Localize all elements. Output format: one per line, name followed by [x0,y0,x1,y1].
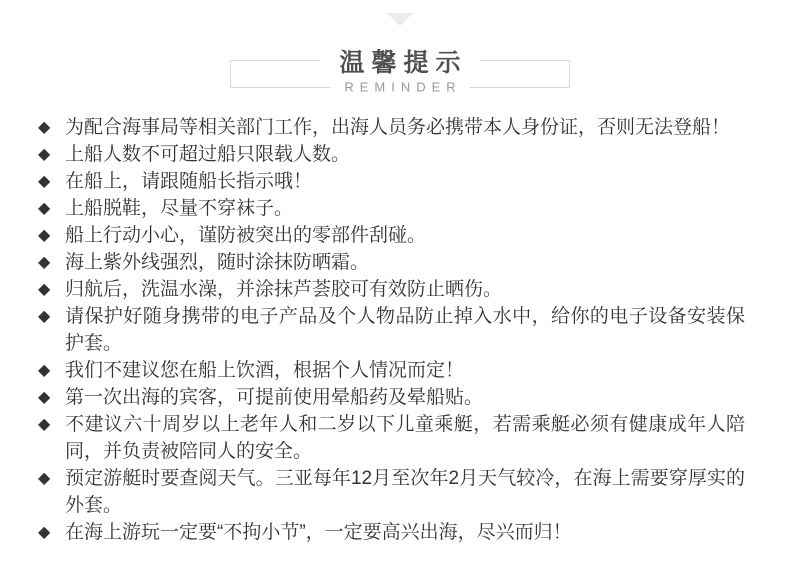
page-subtitle: REMINDER [330,80,469,95]
diamond-bullet-icon: ◆ [38,416,51,433]
diamond-bullet-icon: ◆ [38,389,51,406]
list-item-text: 请保护好随身携带的电子产品及个人物品防止掉入水中，给你的电子设备安装保护套。 [65,306,745,354]
list-item [38,384,745,411]
diamond-bullet-icon: ◆ [38,146,51,163]
page-header [230,49,570,95]
list-item-text: 上船人数不可超过船只限载人数。 [65,144,351,165]
diamond-bullet-icon: ◆ [38,200,51,217]
list-item-text: 在船上，请跟随船长指示哦！ [65,171,313,192]
diamond-bullet-icon: ◆ [38,119,51,136]
diamond-bullet-icon: ◆ [38,470,51,487]
page-title: 温馨提示 [320,43,479,79]
list-item-text: 不建议六十周岁以上老年人和二岁以下儿童乘艇，若需乘艇必须有健康成年人陪同，并负责被陪同人的安全。 [65,414,745,462]
list-item-text: 上船脱鞋，尽量不穿袜子。 [65,198,294,219]
list-item-text: 为配合海事局等相关部门工作，出海人员务必携带本人身份证，否则无法登船！ [65,117,731,138]
list-item [38,465,745,519]
list-item [38,276,745,303]
list-item [38,411,745,465]
diamond-bullet-icon: ◆ [38,254,51,271]
list-item [38,114,745,141]
list-item [38,249,745,276]
list-item-text: 在海上游玩一定要“不拘小节”，一定要高兴出海，尽兴而归！ [65,522,572,543]
chevron-down-icon [387,13,413,26]
diamond-bullet-icon: ◆ [38,173,51,190]
list-item [38,222,745,249]
reminder-list [38,114,745,546]
list-item-text: 船上行动小心，谨防被突出的零部件刮碰。 [65,225,427,246]
list-item [38,195,745,222]
list-item-text: 预定游艇时要查阅天气。三亚每年12月至次年2月天气较冷，在海上需要穿厚实的外套。 [65,468,745,516]
diamond-bullet-icon: ◆ [38,362,51,379]
list-item [38,519,745,546]
list-item-text: 海上紫外线强烈，随时涂抹防晒霜。 [65,252,370,273]
diamond-bullet-icon: ◆ [38,281,51,298]
list-item [38,168,745,195]
list-item [38,357,745,384]
diamond-bullet-icon: ◆ [38,227,51,244]
list-item [38,303,745,357]
list-item-text: 我们不建议您在船上饮酒，根据个人情况而定！ [65,360,465,381]
list-item [38,141,745,168]
diamond-bullet-icon: ◆ [38,308,51,325]
diamond-bullet-icon: ◆ [38,524,51,541]
list-item-text: 归航后，洗温水澡，并涂抹芦荟胶可有效防止晒伤。 [65,279,503,300]
list-item-text: 第一次出海的宾客，可提前使用晕船药及晕船贴。 [65,387,484,408]
